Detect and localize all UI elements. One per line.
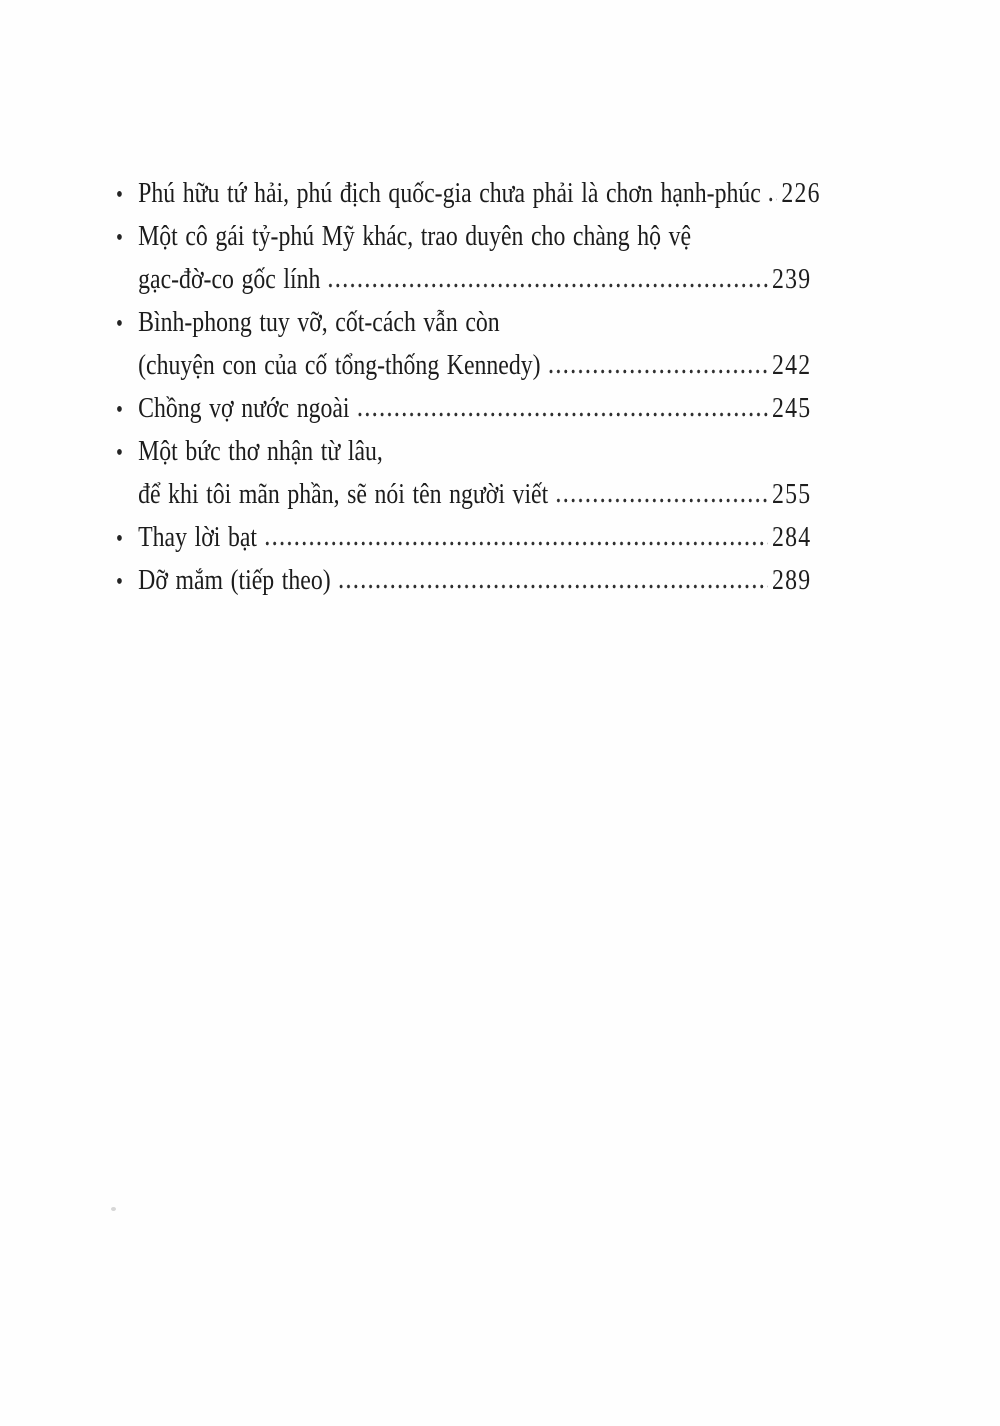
entry-title: (chuyện con của cố tổng-thống Kennedy) [138, 349, 541, 381]
toc-entry-line [116, 559, 811, 602]
toc-entry-line [116, 387, 811, 430]
entry-title: gạc-đờ-co gốc lính [138, 263, 321, 295]
page-number: 245 [772, 392, 812, 424]
entry-title: Bình-phong tuy vỡ, cốt-cách vẫn còn [138, 306, 500, 338]
page-number: 242 [772, 349, 812, 381]
entry-title: Chồng vợ nước ngoài [138, 392, 350, 424]
dot-leader [547, 369, 768, 374]
table-of-contents [116, 172, 821, 602]
toc-entry-line [116, 344, 811, 387]
entry-title: để khi tôi mãn phần, sẽ nói tên người viết [138, 478, 549, 510]
entry-title: Một cô gái tỷ-phú Mỹ khác, trao duyên cho chàng hộ vệ [138, 220, 692, 252]
page-number: 226 [781, 177, 821, 209]
bullet-icon: • [116, 182, 123, 208]
dot-leader [555, 498, 768, 503]
toc-entry-line [116, 430, 811, 473]
bullet-icon: • [116, 397, 123, 423]
bullet-icon: • [116, 526, 123, 552]
dot-leader [337, 584, 768, 589]
entry-title: Dỡ mắm (tiếp theo) [138, 564, 331, 596]
toc-entry-line [116, 172, 821, 215]
toc-entry-line [116, 516, 811, 559]
entry-title: Phú hữu tứ hải, phú địch quốc-gia chưa phải là chơn hạnh-phúc [138, 177, 761, 209]
toc-entry-line [116, 473, 811, 516]
bullet-icon: • [116, 225, 123, 251]
page-number: 289 [772, 564, 812, 596]
bullet-icon: • [116, 440, 123, 466]
dot-leader [356, 412, 768, 417]
entry-title: Một bức thơ nhận từ lâu, [138, 435, 383, 467]
bullet-icon: • [116, 569, 123, 595]
toc-entry-line [116, 258, 811, 301]
toc-entry-line [116, 215, 811, 258]
dot-leader [327, 283, 768, 288]
toc-entry-line [116, 301, 811, 344]
scan-speck [111, 1207, 116, 1211]
dot-leader [767, 197, 777, 202]
entry-title: Thay lời bạt [138, 521, 258, 553]
dot-leader [264, 541, 768, 546]
bullet-icon: • [116, 311, 123, 337]
page-number: 284 [772, 521, 812, 553]
page-number: 239 [772, 263, 812, 295]
page-number: 255 [772, 478, 812, 510]
